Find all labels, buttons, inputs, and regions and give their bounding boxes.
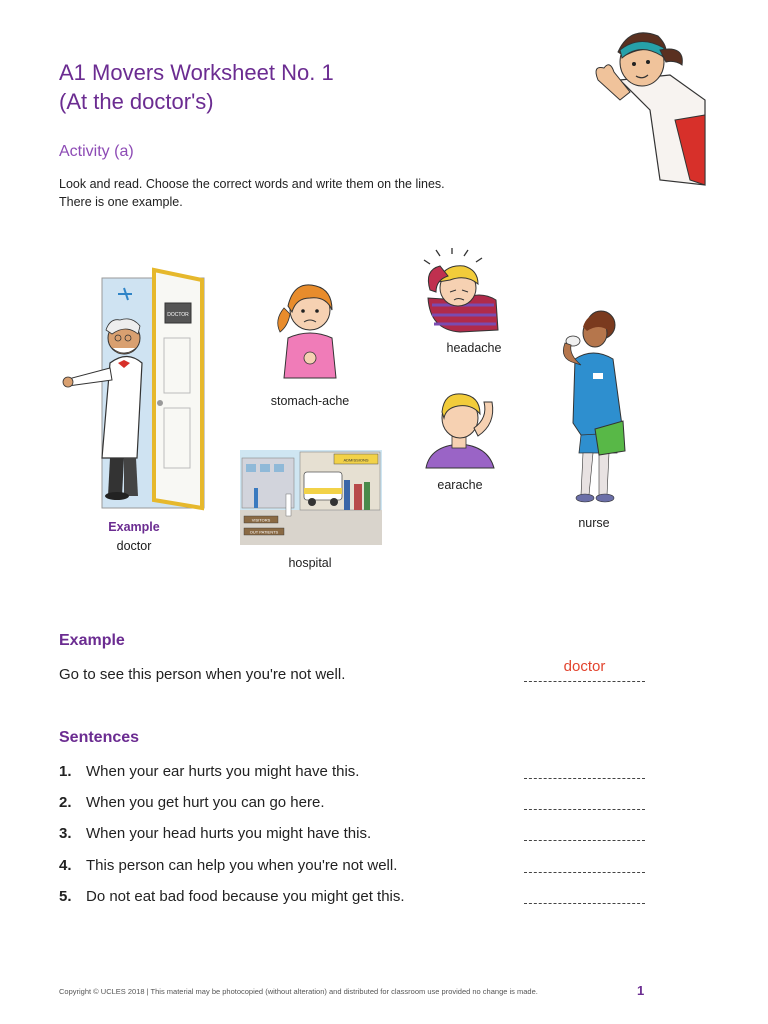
title-line-2: (At the doctor's) bbox=[59, 89, 214, 114]
hospital-sign-visitors: VISITORS bbox=[251, 517, 271, 523]
page-title bbox=[59, 58, 334, 116]
earache-label: earache bbox=[437, 478, 483, 492]
instruction-line-2: There is one example. bbox=[59, 195, 183, 209]
title-line-1: A1 Movers Worksheet No. 1 bbox=[59, 60, 334, 85]
answer-line-3[interactable] bbox=[524, 840, 645, 841]
hospital-sign-outpatients: OUT PATIENTS bbox=[249, 529, 279, 535]
sentence-text: When your head hurts you might have this. bbox=[86, 825, 372, 842]
sentence-text: When your ear hurts you might have this. bbox=[86, 763, 360, 780]
example-label: Example bbox=[108, 520, 160, 534]
sentence-row-5 bbox=[59, 888, 649, 914]
headache-illustration bbox=[420, 250, 500, 335]
sentence-number: 3. bbox=[59, 825, 72, 842]
sentence-number: 2. bbox=[59, 794, 72, 811]
nurse-label: nurse bbox=[578, 516, 610, 530]
sentence-text: When you get hurt you can go here. bbox=[86, 794, 325, 811]
earache-illustration bbox=[422, 388, 500, 470]
nurse-illustration bbox=[553, 303, 633, 508]
answer-line-5[interactable] bbox=[524, 903, 645, 904]
instructions bbox=[59, 175, 445, 211]
answer-line-1[interactable] bbox=[524, 778, 645, 779]
page-number: 1 bbox=[637, 983, 645, 998]
example-answer: doctor bbox=[563, 658, 606, 675]
example-heading: Example bbox=[59, 632, 125, 649]
sentence-row-1 bbox=[59, 763, 649, 789]
sentence-number: 1. bbox=[59, 763, 72, 780]
headache-label: headache bbox=[446, 341, 502, 355]
doctor-caption bbox=[100, 518, 168, 556]
stomach-ache-label: stomach-ache bbox=[270, 394, 350, 408]
sentence-text: Do not eat bad food because you might get this. bbox=[86, 888, 405, 905]
hospital-label: hospital bbox=[288, 556, 332, 570]
hospital-illustration bbox=[240, 450, 382, 545]
waving-girl-illustration bbox=[590, 20, 705, 190]
instruction-line-1: Look and read. Choose the correct words and write them on the lines. bbox=[59, 177, 445, 191]
sentence-row-2 bbox=[59, 794, 649, 820]
example-answer-line bbox=[524, 681, 645, 682]
stomach-ache-illustration bbox=[270, 278, 350, 383]
answer-line-2[interactable] bbox=[524, 809, 645, 810]
sentence-row-3 bbox=[59, 825, 649, 851]
doctor-illustration bbox=[62, 268, 207, 513]
example-row bbox=[59, 658, 649, 692]
example-sentence: Go to see this person when you're not well. bbox=[59, 666, 346, 683]
sentence-number: 4. bbox=[59, 857, 72, 874]
doctor-label: doctor bbox=[116, 539, 152, 553]
hospital-sign-admissions: ADMISSIONS bbox=[343, 457, 369, 463]
sentence-row-4 bbox=[59, 857, 649, 883]
copyright-footer: Copyright © UCLES 2018 | This material may be photocopied (without alteration) and distributed for classroom use provided no change is made. bbox=[59, 987, 538, 996]
activity-heading: Activity (a) bbox=[59, 143, 134, 160]
sentence-text: This person can help you when you're not well. bbox=[86, 857, 398, 874]
sentence-number: 5. bbox=[59, 888, 72, 905]
door-sign: DOCTOR bbox=[167, 312, 189, 318]
sentences-heading: Sentences bbox=[59, 729, 140, 746]
answer-line-4[interactable] bbox=[524, 872, 645, 873]
